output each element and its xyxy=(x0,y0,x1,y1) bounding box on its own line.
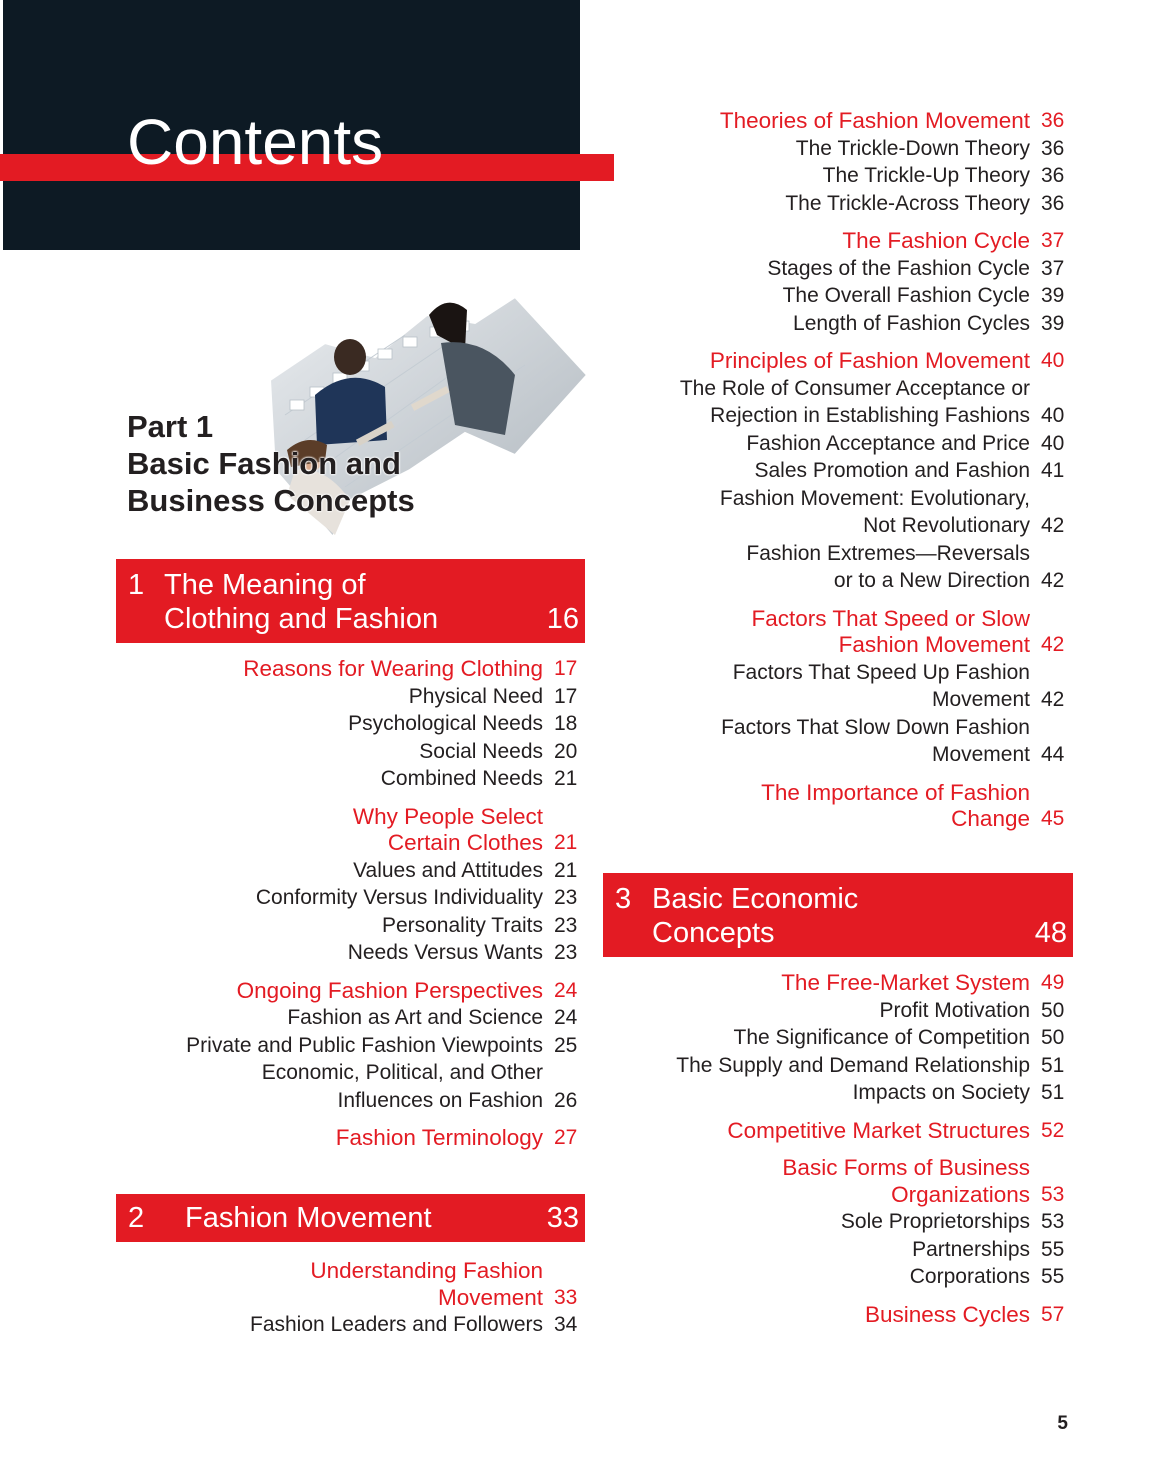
toc-chapter-3 xyxy=(676,970,1065,1328)
toc-page-number: 40 xyxy=(1041,404,1065,427)
toc-entry[interactable] xyxy=(186,710,578,738)
toc-entry-text: Rejection in Establishing Fashions xyxy=(710,404,1030,427)
toc-page-number: 44 xyxy=(1041,743,1065,766)
toc-entry-text: The Trickle-Up Theory xyxy=(822,164,1030,187)
toc-page-number: 17 xyxy=(554,657,578,680)
toc-entry[interactable] xyxy=(680,162,1065,190)
toc-entry-text: Partnerships xyxy=(912,1237,1030,1261)
toc-page-number: 57 xyxy=(1041,1302,1065,1326)
toc-entry-text: The Free-Market System xyxy=(781,970,1030,995)
part-title-line2: Business Concepts xyxy=(127,483,415,518)
toc-entry-text: Profit Motivation xyxy=(879,998,1030,1022)
toc-page-number: 39 xyxy=(1041,284,1065,307)
toc-page-number: 25 xyxy=(554,1033,578,1057)
toc-entry-text: Fashion Acceptance and Price xyxy=(746,431,1030,455)
toc-entry[interactable] xyxy=(676,1079,1065,1107)
toc-entry-text: The Trickle-Down Theory xyxy=(795,136,1030,160)
toc-section-heading[interactable] xyxy=(186,1125,578,1152)
toc-entry-text: Economic, Political, and Other xyxy=(261,1061,543,1084)
toc-page-number: 53 xyxy=(1041,1210,1065,1233)
toc-page-number: 39 xyxy=(1041,311,1065,335)
toc-entry-text: Personality Traits xyxy=(381,913,543,937)
toc-entry-text: Factors That Speed or Slow xyxy=(751,605,1030,631)
toc-entry[interactable] xyxy=(676,1052,1065,1080)
toc-entry-text: Private and Public Fashion Viewpoints xyxy=(186,1033,543,1057)
chapter-1-banner[interactable] xyxy=(116,559,585,643)
toc-page-number: 51 xyxy=(1041,1081,1065,1104)
toc-page-number: 17 xyxy=(554,684,578,708)
toc-entry[interactable] xyxy=(676,1236,1065,1264)
toc-page-number: 42 xyxy=(1041,569,1065,592)
toc-page-number: 37 xyxy=(1041,256,1065,280)
toc-entry-text: Social Needs xyxy=(419,739,543,763)
page-title: Contents xyxy=(127,106,384,178)
toc-page-number: 49 xyxy=(1041,971,1065,994)
toc-page-number: 21 xyxy=(554,767,578,790)
toc-entry-text: The Fashion Cycle xyxy=(842,228,1030,253)
toc-section-heading[interactable] xyxy=(680,605,1065,659)
toc-page-number: 36 xyxy=(1041,164,1065,187)
toc-page-number: 24 xyxy=(554,1006,578,1029)
part-heading xyxy=(127,408,415,519)
toc-entry[interactable] xyxy=(250,1311,578,1339)
toc-section-heading[interactable] xyxy=(250,1258,578,1311)
toc-entry[interactable] xyxy=(186,683,578,711)
toc-chapter-2-right xyxy=(679,108,1065,833)
toc-entry-text: Fashion Movement xyxy=(838,632,1030,657)
toc-entry-text: Corporations xyxy=(909,1265,1030,1288)
toc-entry[interactable] xyxy=(186,1059,578,1114)
toc-entry-text: The Role of Consumer Acceptance or xyxy=(679,376,1030,400)
toc-page-number: 52 xyxy=(1041,1118,1065,1142)
toc-entry[interactable] xyxy=(186,1004,578,1032)
toc-page-number: 40 xyxy=(1041,349,1065,372)
toc-entry[interactable] xyxy=(186,884,578,912)
toc-section-heading[interactable] xyxy=(676,1155,1065,1208)
toc-entry-text: Impacts on Society xyxy=(852,1081,1030,1104)
toc-page-number: 36 xyxy=(1041,191,1065,215)
toc-entry-text: Change xyxy=(951,806,1030,831)
chapter-page: 33 xyxy=(546,1202,579,1234)
toc-entry-text: Why People Select xyxy=(352,803,543,829)
toc-page-number: 23 xyxy=(554,886,578,909)
part-title-line1: Basic Fashion and xyxy=(127,446,401,481)
toc-entry-text: Physical Need xyxy=(408,684,543,708)
toc-entry[interactable] xyxy=(676,1263,1065,1291)
toc-entry-text: Basic Forms of Business xyxy=(782,1155,1030,1180)
toc-page-number: 42 xyxy=(1041,514,1065,537)
toc-entry[interactable] xyxy=(680,659,1065,714)
toc-entry[interactable] xyxy=(186,765,578,793)
toc-entry[interactable] xyxy=(680,714,1065,769)
chapter-title-line1: The Meaning of xyxy=(164,569,366,601)
toc-entry-text: Stages of the Fashion Cycle xyxy=(767,256,1030,280)
toc-entry[interactable] xyxy=(676,1208,1065,1236)
toc-entry[interactable] xyxy=(680,540,1065,595)
toc-page-number: 23 xyxy=(554,941,578,964)
chapter-title-line2: Concepts xyxy=(652,917,775,949)
toc-page-number: 26 xyxy=(554,1088,578,1112)
toc-entry-text: Fashion Terminology xyxy=(335,1125,543,1150)
toc-entry-text: Factors That Slow Down Fashion xyxy=(721,715,1030,739)
toc-page-number: 36 xyxy=(1041,109,1065,132)
toc-entry-text: Sole Proprietorships xyxy=(840,1210,1030,1233)
toc-entry-text: or to a New Direction xyxy=(833,569,1030,592)
toc-section-heading[interactable] xyxy=(676,1117,1065,1145)
toc-page-number: 55 xyxy=(1041,1237,1065,1261)
toc-entry-text: Theories of Fashion Movement xyxy=(719,108,1030,133)
toc-section-heading[interactable] xyxy=(186,656,578,683)
toc-page-number: 41 xyxy=(1041,459,1065,482)
toc-page-number: 23 xyxy=(554,913,578,937)
toc-page-number: 53 xyxy=(1041,1182,1065,1206)
toc-section-heading[interactable] xyxy=(680,779,1065,833)
toc-entry-text: Factors That Speed Up Fashion xyxy=(732,660,1030,684)
chapter-page: 16 xyxy=(546,603,579,635)
toc-entry-text: Influences on Fashion xyxy=(337,1088,543,1112)
chapter-title-line1: Basic Economic xyxy=(652,883,859,915)
toc-entry[interactable] xyxy=(186,912,578,940)
toc-entry-text: The Supply and Demand Relationship xyxy=(676,1053,1030,1077)
toc-page-number: 42 xyxy=(1041,688,1065,711)
toc-entry[interactable] xyxy=(676,1024,1065,1052)
toc-page-number: 36 xyxy=(1041,136,1065,160)
toc-page-number: 40 xyxy=(1041,431,1065,455)
toc-page-number: 24 xyxy=(554,978,578,1002)
toc-entry-text: Movement xyxy=(931,743,1030,766)
toc-section-heading[interactable] xyxy=(680,348,1065,375)
toc-page-number: 27 xyxy=(554,1126,578,1149)
toc-page-number: 50 xyxy=(1041,998,1065,1022)
toc-section-heading[interactable] xyxy=(680,228,1065,255)
toc-entry-text: Fashion Movement: Evolutionary, xyxy=(719,486,1030,510)
toc-entry-text: Business Cycles xyxy=(864,1301,1030,1327)
chapter-page: 48 xyxy=(1034,917,1067,949)
toc-page-number: 21 xyxy=(554,831,578,854)
toc-page-number: 42 xyxy=(1041,633,1065,656)
toc-entry-text: Organizations xyxy=(891,1181,1030,1207)
page-number: 5 xyxy=(1057,1413,1068,1434)
toc-entry-text: Principles of Fashion Movement xyxy=(709,348,1030,373)
chapter-title-line1: Fashion Movement xyxy=(185,1202,432,1234)
toc-page-number: 33 xyxy=(554,1285,578,1309)
toc-entry-text: Psychological Needs xyxy=(348,712,543,735)
toc-entry-text: Sales Promotion and Fashion xyxy=(754,459,1030,482)
toc-entry[interactable] xyxy=(680,190,1065,218)
toc-entry-text: Conformity Versus Individuality xyxy=(255,886,543,909)
toc-page-number: 37 xyxy=(1041,229,1065,252)
toc-entry-text: Understanding Fashion xyxy=(310,1258,543,1283)
part-number: Part 1 xyxy=(127,409,214,444)
toc-entry-text: Needs Versus Wants xyxy=(347,941,543,964)
toc-entry-text: Values and Attitudes xyxy=(353,858,543,882)
toc-entry[interactable] xyxy=(186,738,578,766)
chapter-3-banner[interactable] xyxy=(603,873,1073,957)
toc-page-number: 50 xyxy=(1041,1026,1065,1049)
toc-entry[interactable] xyxy=(680,310,1065,338)
toc-entry[interactable] xyxy=(680,430,1065,458)
chapter-number: 1 xyxy=(128,569,145,601)
toc-chapter-2-left xyxy=(250,1258,578,1339)
toc-entry-text: Not Revolutionary xyxy=(863,514,1030,537)
toc-entry-text: Reasons for Wearing Clothing xyxy=(243,656,543,681)
chapter-number: 3 xyxy=(615,883,632,915)
toc-page-number: 55 xyxy=(1041,1265,1065,1288)
toc-entry-text: The Importance of Fashion xyxy=(761,779,1030,805)
toc-entry[interactable] xyxy=(186,857,578,885)
toc-section-heading[interactable] xyxy=(676,970,1065,997)
chapter-title-line2: Clothing and Fashion xyxy=(164,603,439,635)
toc-page-number: 45 xyxy=(1041,807,1065,830)
toc-entry-text: Length of Fashion Cycles xyxy=(793,311,1030,335)
toc-entry[interactable] xyxy=(680,485,1065,540)
toc-entry-text: Movement xyxy=(931,688,1030,711)
toc-entry-text: The Significance of Competition xyxy=(733,1026,1030,1049)
chapter-number: 2 xyxy=(128,1202,145,1234)
toc-entry-text: Certain Clothes xyxy=(387,830,543,855)
toc-entry-text: Fashion Leaders and Followers xyxy=(250,1313,543,1336)
toc-section-heading[interactable] xyxy=(676,1301,1065,1329)
toc-page-number: 51 xyxy=(1041,1053,1065,1077)
toc-entry-text: Fashion as Art and Science xyxy=(287,1006,543,1029)
toc-entry[interactable] xyxy=(680,282,1065,310)
toc-entry[interactable] xyxy=(679,375,1065,430)
toc-section-heading[interactable] xyxy=(680,108,1065,135)
toc-page-number: 20 xyxy=(554,739,578,763)
toc-entry-text: Combined Needs xyxy=(380,767,543,790)
toc-section-heading[interactable] xyxy=(186,977,578,1005)
toc-entry-text: The Trickle-Across Theory xyxy=(785,191,1030,215)
toc-entry[interactable] xyxy=(186,1032,578,1060)
toc-page-number: 18 xyxy=(554,712,578,735)
toc-chapter-1 xyxy=(186,656,578,1152)
toc-entry[interactable] xyxy=(680,457,1065,485)
toc-entry[interactable] xyxy=(676,997,1065,1025)
toc-entry-text: Fashion Extremes—Reversals xyxy=(746,541,1030,565)
toc-page-number: 34 xyxy=(554,1313,578,1336)
toc-section-heading[interactable] xyxy=(186,803,578,857)
toc-entry-text: Ongoing Fashion Perspectives xyxy=(236,977,543,1003)
toc-entry[interactable] xyxy=(680,255,1065,283)
toc-entry[interactable] xyxy=(186,939,578,967)
toc-entry-text: Movement xyxy=(437,1284,543,1310)
toc-page-number: 21 xyxy=(554,858,578,882)
toc-entry-text: The Overall Fashion Cycle xyxy=(782,284,1030,307)
toc-entry[interactable] xyxy=(680,135,1065,163)
toc-entry-text: Competitive Market Structures xyxy=(727,1117,1030,1143)
chapter-2-banner[interactable] xyxy=(116,1194,585,1242)
